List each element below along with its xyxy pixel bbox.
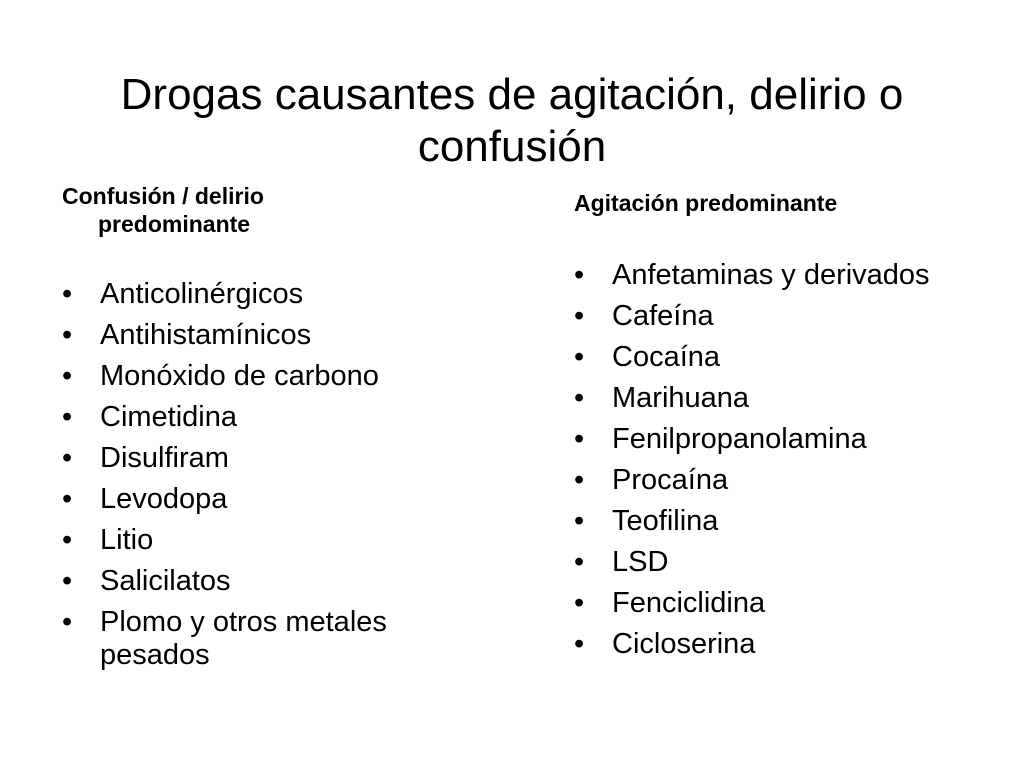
list-item bbox=[62, 401, 502, 434]
bullet-icon: • bbox=[574, 341, 585, 373]
right-column bbox=[574, 189, 994, 669]
list-item-label: Cocaína bbox=[612, 341, 721, 373]
bullet-icon: • bbox=[62, 524, 73, 556]
bullet-icon: • bbox=[62, 606, 73, 638]
list-item-label: Disulfiram bbox=[100, 442, 229, 474]
list-item-label: Marihuana bbox=[612, 382, 750, 414]
list-item-label: Antihistamínicos bbox=[100, 319, 312, 351]
list-item bbox=[574, 587, 994, 620]
list-item bbox=[574, 546, 994, 579]
bullet-icon: • bbox=[62, 319, 73, 351]
left-list bbox=[62, 278, 502, 672]
bullet-icon: • bbox=[62, 278, 73, 310]
bullet-icon: • bbox=[574, 505, 585, 537]
bullet-icon: • bbox=[62, 483, 73, 515]
list-item bbox=[574, 300, 994, 333]
list-item bbox=[574, 341, 994, 374]
list-item-label: Anfetaminas y derivados bbox=[612, 259, 930, 291]
list-item-label: Teofilina bbox=[612, 505, 719, 537]
bullet-icon: • bbox=[574, 259, 585, 291]
bullet-icon: • bbox=[574, 300, 585, 332]
slide-title: Drogas causantes de agitación, delirio o confusión bbox=[120, 70, 904, 172]
left-column-heading bbox=[62, 182, 502, 238]
list-item bbox=[62, 524, 502, 557]
list-item-label: Levodopa bbox=[100, 483, 228, 515]
bullet-icon: • bbox=[574, 587, 585, 619]
list-item bbox=[574, 505, 994, 538]
left-heading-line2: predominante bbox=[98, 211, 251, 237]
list-item-label: Fenilpropanolamina bbox=[612, 423, 867, 455]
list-item-label: Cafeína bbox=[612, 300, 714, 332]
bullet-icon: • bbox=[574, 628, 585, 660]
list-item-label: Procaína bbox=[612, 464, 729, 496]
list-item bbox=[574, 382, 994, 415]
right-list bbox=[574, 259, 994, 661]
right-column-heading: Agitación predominante bbox=[574, 190, 838, 216]
bullet-icon: • bbox=[574, 546, 585, 578]
list-item bbox=[62, 442, 502, 475]
list-item bbox=[62, 360, 502, 393]
list-item bbox=[62, 319, 502, 352]
list-item bbox=[574, 464, 994, 497]
list-item bbox=[574, 423, 994, 456]
list-item bbox=[62, 278, 502, 311]
bullet-icon: • bbox=[574, 382, 585, 414]
list-item-label: Fenciclidina bbox=[612, 587, 766, 619]
left-heading-line1: Confusión / delirio bbox=[62, 183, 264, 209]
bullet-icon: • bbox=[62, 401, 73, 433]
list-item bbox=[574, 259, 994, 292]
list-item bbox=[62, 483, 502, 516]
list-item-label: Monóxido de carbono bbox=[100, 360, 379, 392]
list-item-label: Cimetidina bbox=[100, 401, 237, 433]
list-item-label: Anticolinérgicos bbox=[100, 278, 304, 310]
left-column bbox=[62, 182, 502, 680]
list-item-label: Cicloserina bbox=[612, 628, 756, 660]
list-item-label: Plomo y otros metales pesados bbox=[100, 606, 387, 671]
bullet-icon: • bbox=[62, 565, 73, 597]
bullet-icon: • bbox=[574, 464, 585, 496]
list-item-label: Salicilatos bbox=[100, 565, 231, 597]
bullet-icon: • bbox=[62, 442, 73, 474]
list-item bbox=[62, 565, 502, 598]
list-item-label: LSD bbox=[612, 546, 669, 578]
list-item bbox=[62, 606, 502, 672]
bullet-icon: • bbox=[574, 423, 585, 455]
list-item-label: Litio bbox=[100, 524, 154, 556]
list-item bbox=[574, 628, 994, 661]
bullet-icon: • bbox=[62, 360, 73, 392]
